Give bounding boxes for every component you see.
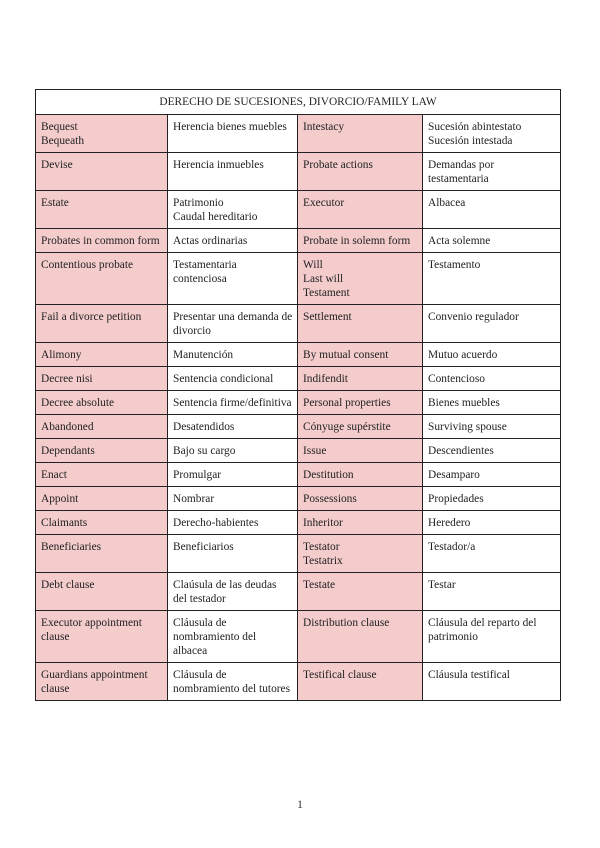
english-term-cell: Debt clause — [36, 573, 168, 611]
english-term-cell: Probate in solemn form — [298, 229, 423, 253]
spanish-term-cell: Surviving spouse — [423, 415, 561, 439]
spanish-term-cell: Claúsula de las deudas del testador — [168, 573, 298, 611]
english-term-cell: Destitution — [298, 463, 423, 487]
spanish-term-cell: Cláusula del reparto del patrimonio — [423, 611, 561, 663]
spanish-term-cell: Acta solemne — [423, 229, 561, 253]
spanish-term-cell: Testamentaria contenciosa — [168, 253, 298, 305]
table-header-row — [36, 90, 561, 115]
english-term-cell: By mutual consent — [298, 343, 423, 367]
table-row — [36, 511, 561, 535]
table-row — [36, 191, 561, 229]
english-term-cell: Settlement — [298, 305, 423, 343]
english-term-cell: Testate — [298, 573, 423, 611]
english-term-cell: Testifical clause — [298, 663, 423, 701]
spanish-term-cell: Mutuo acuerdo — [423, 343, 561, 367]
table-row — [36, 487, 561, 511]
table-row — [36, 343, 561, 367]
spanish-term-cell: Testamento — [423, 253, 561, 305]
table-row — [36, 253, 561, 305]
english-term-cell: Estate — [36, 191, 168, 229]
table-row — [36, 415, 561, 439]
english-term-cell: Guardians appointment clause — [36, 663, 168, 701]
english-term-cell: Appoint — [36, 487, 168, 511]
english-term-cell: Alimony — [36, 343, 168, 367]
english-term-cell: Issue — [298, 439, 423, 463]
table-row — [36, 663, 561, 701]
spanish-term-cell: Convenio regulador — [423, 305, 561, 343]
english-term-cell: Abandoned — [36, 415, 168, 439]
english-term-cell: Indifendit — [298, 367, 423, 391]
english-term-cell: Dependants — [36, 439, 168, 463]
table-row — [36, 305, 561, 343]
english-term-cell: Distribution clause — [298, 611, 423, 663]
table-row — [36, 153, 561, 191]
english-term-cell: Testator Testatrix — [298, 535, 423, 573]
spanish-term-cell: Albacea — [423, 191, 561, 229]
english-term-cell: Intestacy — [298, 115, 423, 153]
spanish-term-cell: Propiedades — [423, 487, 561, 511]
english-term-cell: Fail a divorce petition — [36, 305, 168, 343]
table-row — [36, 391, 561, 415]
table-row — [36, 463, 561, 487]
english-term-cell: Inheritor — [298, 511, 423, 535]
english-term-cell: Contentious probate — [36, 253, 168, 305]
spanish-term-cell: Sentencia condicional — [168, 367, 298, 391]
spanish-term-cell: Desamparo — [423, 463, 561, 487]
table-row — [36, 115, 561, 153]
page-number: 1 — [297, 797, 303, 811]
spanish-term-cell: Cláusula testifical — [423, 663, 561, 701]
spanish-term-cell: Cláusula de nombramiento del albacea — [168, 611, 298, 663]
spanish-term-cell: Testador/a — [423, 535, 561, 573]
spanish-term-cell: Promulgar — [168, 463, 298, 487]
english-term-cell: Bequest Bequeath — [36, 115, 168, 153]
table-row — [36, 439, 561, 463]
spanish-term-cell: Heredero — [423, 511, 561, 535]
english-term-cell: Personal properties — [298, 391, 423, 415]
table-title: DERECHO DE SUCESIONES, DIVORCIO/FAMILY LAW — [36, 90, 561, 115]
spanish-term-cell: Demandas por testamentaria — [423, 153, 561, 191]
english-term-cell: Claimants — [36, 511, 168, 535]
glossary-table — [35, 89, 561, 701]
spanish-term-cell: Patrimonio Caudal hereditario — [168, 191, 298, 229]
spanish-term-cell: Contencioso — [423, 367, 561, 391]
spanish-term-cell: Derecho-habientes — [168, 511, 298, 535]
spanish-term-cell: Bienes muebles — [423, 391, 561, 415]
english-term-cell: Probate actions — [298, 153, 423, 191]
english-term-cell: Decree nisi — [36, 367, 168, 391]
spanish-term-cell: Herencia inmuebles — [168, 153, 298, 191]
spanish-term-cell: Sentencia firme/definitiva — [168, 391, 298, 415]
spanish-term-cell: Descendientes — [423, 439, 561, 463]
table-body — [36, 115, 561, 701]
spanish-term-cell: Herencia bienes muebles — [168, 115, 298, 153]
table-row — [36, 367, 561, 391]
english-term-cell: Decree absolute — [36, 391, 168, 415]
spanish-term-cell: Testar — [423, 573, 561, 611]
english-term-cell: Executor — [298, 191, 423, 229]
english-term-cell: Beneficiaries — [36, 535, 168, 573]
spanish-term-cell: Presentar una demanda de divorcio — [168, 305, 298, 343]
table-row — [36, 611, 561, 663]
english-term-cell: Cónyuge supérstite — [298, 415, 423, 439]
spanish-term-cell: Bajo su cargo — [168, 439, 298, 463]
spanish-term-cell: Sucesión abintestato Sucesión intestada — [423, 115, 561, 153]
spanish-term-cell: Nombrar — [168, 487, 298, 511]
spanish-term-cell: Desatendidos — [168, 415, 298, 439]
spanish-term-cell: Manutención — [168, 343, 298, 367]
spanish-term-cell: Beneficiarios — [168, 535, 298, 573]
english-term-cell: Executor appointment clause — [36, 611, 168, 663]
table-row — [36, 229, 561, 253]
table-row — [36, 573, 561, 611]
english-term-cell: Probates in common form — [36, 229, 168, 253]
table-row — [36, 535, 561, 573]
english-term-cell: Will Last will Testament — [298, 253, 423, 305]
spanish-term-cell: Cláusula de nombramiento del tutores — [168, 663, 298, 701]
english-term-cell: Possessions — [298, 487, 423, 511]
spanish-term-cell: Actas ordinarias — [168, 229, 298, 253]
english-term-cell: Enact — [36, 463, 168, 487]
english-term-cell: Devise — [36, 153, 168, 191]
